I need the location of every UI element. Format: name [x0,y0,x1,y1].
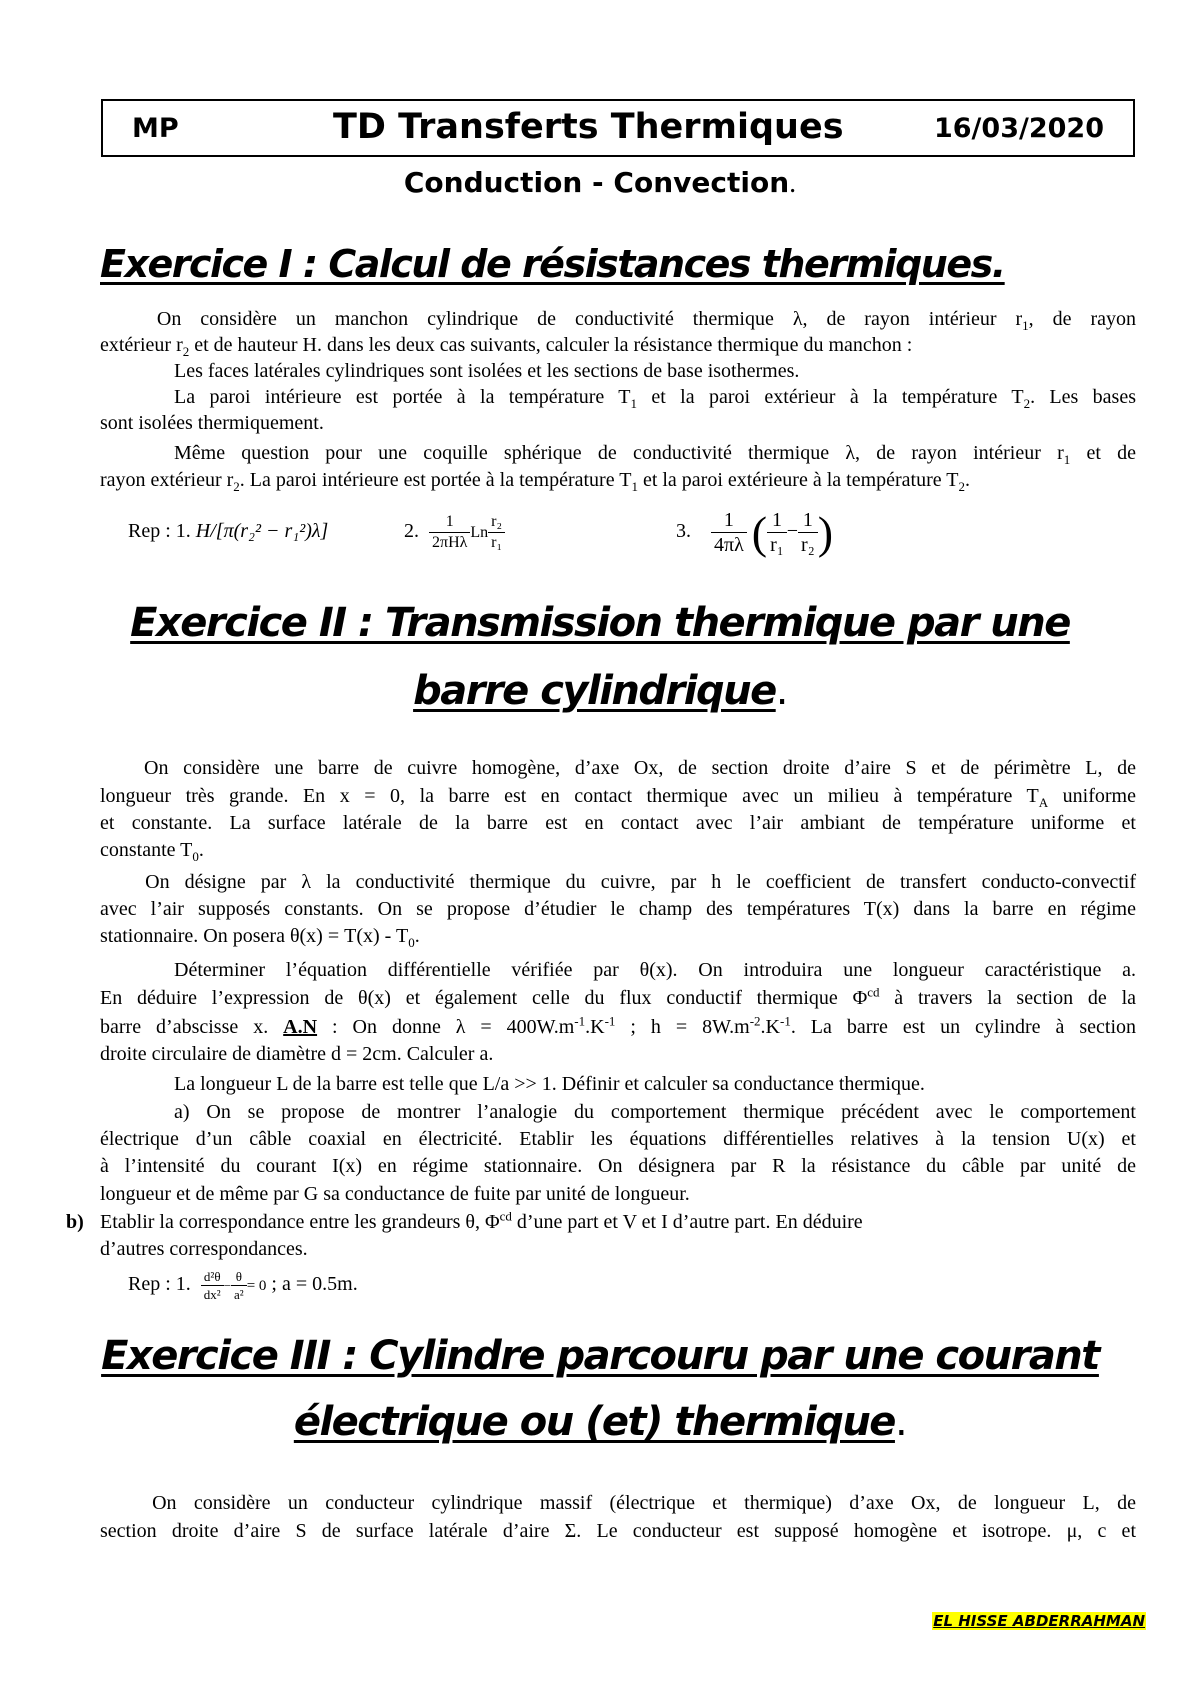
ex2-line-3: et constante. La surface latérale de la barre est en contact avec l’air ambiant de température uniforme et [100,812,1136,834]
exercise-1-title: Exercice I : Calcul de résistances thermiques. [100,242,1005,286]
author-name: EL HISSE ABDERRAHMAN [933,1612,1145,1630]
ex1-line-7: rayon extérieur $r_2$. La paroi intérieure est portée à la température $T_1$ et la paroi extérieure à la température $T_2$. [100,469,971,494]
ex2-line-5: On désigne par λ la conductivité thermique du cuivre, par h le coefficient de transfert conducto-convectif [145,871,1137,893]
ex1-line-6: Même question pour une coquille sphérique de conductivité thermique λ, de rayon intérieur $r_1$ et de [174,442,1136,467]
date-label: 16/03/2020 [933,113,1104,144]
page-subtitle: Conduction - Convection. [403,166,797,199]
ex2-line-1: On considère une barre de cuivre homogène, d’axe Ox, de section droite d’aire S et de périmètre L, de [144,757,1136,779]
header-box [101,99,1135,157]
ex1-line-4: La paroi intérieure est portée à la température $T_1$ et la paroi extérieur à la température $T_2$. Les bases [174,386,1136,411]
ex2-line-4: constante $T_0$. [100,839,204,864]
class-label: MP [132,113,179,144]
ex1-line-5: sont isolées thermiquement. [100,412,324,434]
ex3-line-2: section droite d’aire S de surface latérale d’aire Σ. Le conducteur est supposé homogène et isotrope. μ, c et [100,1520,1136,1542]
ex2-line-2: longueur très grande. En x = 0, la barre est en contact thermique avec un milieu à température $T_A$ uniforme [100,785,1136,810]
ex1-line-3: Les faces latérales cylindriques sont isolées et les sections de base isothermes. [174,360,800,382]
ex2-line-10: barre d’abscisse x. A.N : On donne $\lambda = 400W.m^{-1}.K^{-1}$ ; $h = 8W.m^{-2}.K^{-1}$. La barre est un cylindre à section [100,1013,1137,1038]
ex1-answer-1: H/[π(r₂² − r₁²)λ] [195,520,329,542]
ex2-line-17: Etablir la correspondance entre les grandeurs θ, $\Phi^{cd}$ d’une part et V et I d’autre part. En déduire [100,1208,863,1233]
ex1-line-1: On considère un manchon cylindrique de conductivité thermique λ, de rayon intérieur $r_1$, de rayon [156,308,1136,333]
ex1-answer-2: 2. $\frac{1}{\text{2πHλ}}$ Ln $\frac{\text{r₂}}{\text{r₁}}$ [404,512,505,553]
exercise-2-title: Exercice II : Transmission thermique par une [130,600,1070,646]
ex2-line-6: avec l’air supposés constants. On se propose d’étudier le champ des températures T(x) dans la barre en régime [100,898,1136,920]
exercise-3-title-cont: électrique ou (et) thermique. [293,1399,907,1445]
ex2-line-12: La longueur L de la barre est telle que L/a >> 1. Définir et calculer sa conductance thermique. [174,1073,925,1095]
ex2-line-14: électrique d’un câble coaxial en électricité. Etablir les équations différentielles relatives à la tension U(x) et [100,1128,1136,1150]
ex2-line-7: stationnaire. On posera $\theta(x) = T(x) - T_0$. [100,925,420,950]
page-title: TD Transferts Thermiques [333,107,844,147]
ex1-answers: Rep : 1. H/[π(r₂² − r₁²)λ] [128,520,329,542]
ex2-answer: Rep : 1. $\frac{\text{d²θ}}{\text{dx²}}$ − $\frac{\theta}{\text{a²}}$ = 0 ; a = 0.5m. [128,1269,358,1302]
ex2-line-13: a) On se propose de montrer l’analogie du comportement thermique précédent avec le comportement [174,1101,1136,1123]
exercise-3-title: Exercice III : Cylindre parcouru par une courant [101,1333,1099,1379]
exercise-2-title-cont: barre cylindrique. [413,668,787,714]
ex3-line-1: On considère un conducteur cylindrique massif (électrique et thermique) d’axe Ox, de longueur L, de [152,1492,1136,1514]
ex2-line-8: Déterminer l’équation différentielle vérifiée par θ(x). On introduira une longueur caractéristique a. [174,959,1136,981]
ex2-line-11: droite circulaire de diamètre d = 2cm. Calculer a. [100,1043,494,1065]
ex2-line-15: à l’intensité du courant I(x) en régime stationnaire. On désignera par R la résistance du câble par unité de [100,1155,1136,1177]
ex1-line-2: extérieur $r_2$ et de hauteur H. dans les deux cas suivants, calculer la résistance thermique du manchon : [100,334,913,359]
ex1-answer-3: 3. $\frac{1}{4\pi\lambda}$ ( $\frac{1}{\text{r₁}}$ − $\frac{1}{\text{r₂}}$ ) [676,507,834,558]
ex2-line-16: longueur et de même par G sa conductance de fuite par unité de longueur. [100,1183,690,1205]
ex2-line-9: En déduire l’expression de θ(x) et également celle du flux conductif thermique $\Phi^{cd}$ à travers la section de la [100,984,1137,1009]
ex2-line-18: d’autres correspondances. [100,1238,308,1260]
ex2-item-b-label: b) [66,1211,84,1233]
